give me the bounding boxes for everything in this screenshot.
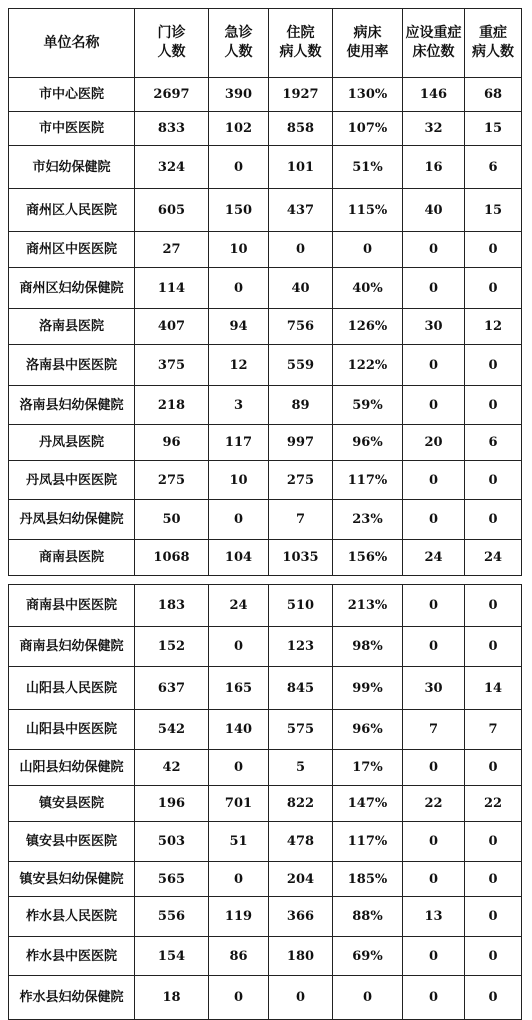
- value-cell: 0: [403, 585, 465, 627]
- value-cell: 275: [135, 461, 209, 500]
- value-cell: 605: [135, 189, 209, 232]
- unit-name-cell: 丹凤县妇幼保健院: [9, 500, 135, 540]
- value-cell: 375: [135, 345, 209, 386]
- unit-name-cell: 商州区中医医院: [9, 232, 135, 268]
- value-cell: 0: [209, 976, 269, 1020]
- value-cell: 0: [465, 345, 522, 386]
- table-row: [9, 461, 522, 500]
- value-cell: 130%: [333, 78, 403, 112]
- value-cell: 478: [269, 822, 333, 862]
- value-cell: 6: [465, 146, 522, 189]
- value-cell: 1035: [269, 540, 333, 576]
- value-cell: 0: [209, 750, 269, 786]
- value-cell: 637: [135, 667, 209, 710]
- value-cell: 0: [465, 627, 522, 667]
- value-cell: 18: [135, 976, 209, 1020]
- value-cell: 0: [465, 461, 522, 500]
- value-cell: 0: [465, 268, 522, 309]
- value-cell: 196: [135, 786, 209, 822]
- unit-name-cell: 市妇幼保健院: [9, 146, 135, 189]
- unit-name-cell: 柞水县中医医院: [9, 937, 135, 976]
- unit-name-cell: 柞水县妇幼保健院: [9, 976, 135, 1020]
- value-cell: 15: [465, 189, 522, 232]
- value-cell: 0: [403, 232, 465, 268]
- value-cell: 86: [209, 937, 269, 976]
- value-cell: 0: [465, 386, 522, 425]
- value-cell: 22: [465, 786, 522, 822]
- table-row: [9, 976, 522, 1020]
- value-cell: 503: [135, 822, 209, 862]
- table-row: [9, 540, 522, 576]
- value-cell: 24: [209, 585, 269, 627]
- value-cell: 140: [209, 710, 269, 750]
- value-cell: 68: [465, 78, 522, 112]
- value-cell: 3: [209, 386, 269, 425]
- value-cell: 0: [403, 937, 465, 976]
- header-critical-patients: 重症 病人数: [465, 9, 522, 78]
- unit-name-cell: 商州区人民医院: [9, 189, 135, 232]
- value-cell: 213%: [333, 585, 403, 627]
- value-cell: 0: [403, 750, 465, 786]
- value-cell: 152: [135, 627, 209, 667]
- value-cell: 858: [269, 112, 333, 146]
- value-cell: 59%: [333, 386, 403, 425]
- unit-name-cell: 镇安县医院: [9, 786, 135, 822]
- table-row: [9, 268, 522, 309]
- value-cell: 0: [465, 897, 522, 937]
- value-cell: 51%: [333, 146, 403, 189]
- value-cell: 185%: [333, 862, 403, 897]
- value-cell: 115%: [333, 189, 403, 232]
- value-cell: 0: [269, 976, 333, 1020]
- unit-name-cell: 山阳县中医医院: [9, 710, 135, 750]
- value-cell: 24: [465, 540, 522, 576]
- value-cell: 0: [403, 822, 465, 862]
- value-cell: 0: [465, 750, 522, 786]
- value-cell: 14: [465, 667, 522, 710]
- header-outpatients: 门诊 人数: [135, 9, 209, 78]
- value-cell: 32: [403, 112, 465, 146]
- value-cell: 0: [403, 976, 465, 1020]
- value-cell: 40: [269, 268, 333, 309]
- value-cell: 0: [465, 937, 522, 976]
- value-cell: 99%: [333, 667, 403, 710]
- value-cell: 0: [209, 268, 269, 309]
- value-cell: 165: [209, 667, 269, 710]
- table-row: [9, 232, 522, 268]
- value-cell: 104: [209, 540, 269, 576]
- value-cell: 150: [209, 189, 269, 232]
- unit-name-cell: 镇安县妇幼保健院: [9, 862, 135, 897]
- table-row: [9, 897, 522, 937]
- header-row: [9, 9, 522, 78]
- value-cell: 42: [135, 750, 209, 786]
- table-row: [9, 750, 522, 786]
- value-cell: 123: [269, 627, 333, 667]
- value-cell: 0: [465, 976, 522, 1020]
- value-cell: 23%: [333, 500, 403, 540]
- unit-name-cell: 商南县中医医院: [9, 585, 135, 627]
- value-cell: 0: [403, 461, 465, 500]
- hospital-stats-table-part1: [8, 8, 522, 576]
- value-cell: 510: [269, 585, 333, 627]
- value-cell: 147%: [333, 786, 403, 822]
- value-cell: 96: [135, 425, 209, 461]
- value-cell: 559: [269, 345, 333, 386]
- value-cell: 275: [269, 461, 333, 500]
- value-cell: 96%: [333, 425, 403, 461]
- value-cell: 0: [269, 232, 333, 268]
- value-cell: 24: [403, 540, 465, 576]
- value-cell: 10: [209, 232, 269, 268]
- value-cell: 556: [135, 897, 209, 937]
- value-cell: 30: [403, 309, 465, 345]
- value-cell: 7: [465, 710, 522, 750]
- value-cell: 183: [135, 585, 209, 627]
- value-cell: 565: [135, 862, 209, 897]
- value-cell: 407: [135, 309, 209, 345]
- hospital-stats-table-part2: [8, 584, 522, 1020]
- value-cell: 22: [403, 786, 465, 822]
- unit-name-cell: 市中心医院: [9, 78, 135, 112]
- value-cell: 575: [269, 710, 333, 750]
- value-cell: 0: [333, 976, 403, 1020]
- value-cell: 117%: [333, 461, 403, 500]
- value-cell: 2697: [135, 78, 209, 112]
- value-cell: 180: [269, 937, 333, 976]
- table-row: [9, 425, 522, 461]
- table-row: [9, 667, 522, 710]
- value-cell: 117: [209, 425, 269, 461]
- value-cell: 114: [135, 268, 209, 309]
- value-cell: 218: [135, 386, 209, 425]
- header-bed-usage: 病床 使用率: [333, 9, 403, 78]
- value-cell: 7: [269, 500, 333, 540]
- value-cell: 126%: [333, 309, 403, 345]
- unit-name-cell: 山阳县妇幼保健院: [9, 750, 135, 786]
- value-cell: 119: [209, 897, 269, 937]
- value-cell: 12: [465, 309, 522, 345]
- value-cell: 0: [209, 500, 269, 540]
- value-cell: 40%: [333, 268, 403, 309]
- value-cell: 17%: [333, 750, 403, 786]
- value-cell: 16: [403, 146, 465, 189]
- value-cell: 30: [403, 667, 465, 710]
- value-cell: 204: [269, 862, 333, 897]
- value-cell: 1927: [269, 78, 333, 112]
- unit-name-cell: 丹凤县医院: [9, 425, 135, 461]
- unit-name-cell: 山阳县人民医院: [9, 667, 135, 710]
- value-cell: 101: [269, 146, 333, 189]
- value-cell: 0: [465, 232, 522, 268]
- table-row: [9, 585, 522, 627]
- value-cell: 51: [209, 822, 269, 862]
- value-cell: 156%: [333, 540, 403, 576]
- value-cell: 20: [403, 425, 465, 461]
- unit-name-cell: 商南县医院: [9, 540, 135, 576]
- value-cell: 50: [135, 500, 209, 540]
- value-cell: 102: [209, 112, 269, 146]
- header-unit-name: 单位名称: [9, 9, 135, 78]
- value-cell: 0: [465, 862, 522, 897]
- value-cell: 0: [465, 585, 522, 627]
- value-cell: 0: [403, 862, 465, 897]
- value-cell: 69%: [333, 937, 403, 976]
- unit-name-cell: 商州区妇幼保健院: [9, 268, 135, 309]
- value-cell: 0: [403, 627, 465, 667]
- table-row: [9, 386, 522, 425]
- header-inpatients: 住院 病人数: [269, 9, 333, 78]
- value-cell: 0: [333, 232, 403, 268]
- unit-name-cell: 洛南县中医医院: [9, 345, 135, 386]
- header-icu-beds: 应设重症 床位数: [403, 9, 465, 78]
- unit-name-cell: 洛南县妇幼保健院: [9, 386, 135, 425]
- value-cell: 96%: [333, 710, 403, 750]
- value-cell: 324: [135, 146, 209, 189]
- value-cell: 5: [269, 750, 333, 786]
- unit-name-cell: 镇安县中医医院: [9, 822, 135, 862]
- unit-name-cell: 洛南县医院: [9, 309, 135, 345]
- value-cell: 6: [465, 425, 522, 461]
- value-cell: 437: [269, 189, 333, 232]
- value-cell: 122%: [333, 345, 403, 386]
- value-cell: 15: [465, 112, 522, 146]
- table-row: [9, 822, 522, 862]
- value-cell: 7: [403, 710, 465, 750]
- value-cell: 146: [403, 78, 465, 112]
- value-cell: 390: [209, 78, 269, 112]
- unit-name-cell: 市中医医院: [9, 112, 135, 146]
- value-cell: 88%: [333, 897, 403, 937]
- unit-name-cell: 柞水县人民医院: [9, 897, 135, 937]
- value-cell: 0: [209, 627, 269, 667]
- value-cell: 845: [269, 667, 333, 710]
- value-cell: 0: [209, 146, 269, 189]
- table-row: [9, 627, 522, 667]
- value-cell: 12: [209, 345, 269, 386]
- table-row: [9, 937, 522, 976]
- value-cell: 701: [209, 786, 269, 822]
- unit-name-cell: 商南县妇幼保健院: [9, 627, 135, 667]
- value-cell: 542: [135, 710, 209, 750]
- value-cell: 997: [269, 425, 333, 461]
- unit-name-cell: 丹凤县中医医院: [9, 461, 135, 500]
- value-cell: 756: [269, 309, 333, 345]
- value-cell: 98%: [333, 627, 403, 667]
- value-cell: 833: [135, 112, 209, 146]
- table-row: [9, 710, 522, 750]
- value-cell: 13: [403, 897, 465, 937]
- table-row: [9, 500, 522, 540]
- value-cell: 154: [135, 937, 209, 976]
- value-cell: 822: [269, 786, 333, 822]
- header-emergency: 急诊 人数: [209, 9, 269, 78]
- table-row: [9, 345, 522, 386]
- value-cell: 1068: [135, 540, 209, 576]
- value-cell: 0: [209, 862, 269, 897]
- value-cell: 27: [135, 232, 209, 268]
- table-row: [9, 112, 522, 146]
- value-cell: 0: [403, 386, 465, 425]
- value-cell: 94: [209, 309, 269, 345]
- table-row: [9, 78, 522, 112]
- value-cell: 0: [465, 500, 522, 540]
- table-row: [9, 309, 522, 345]
- value-cell: 107%: [333, 112, 403, 146]
- value-cell: 0: [403, 268, 465, 309]
- value-cell: 89: [269, 386, 333, 425]
- value-cell: 10: [209, 461, 269, 500]
- value-cell: 0: [403, 500, 465, 540]
- table-row: [9, 786, 522, 822]
- value-cell: 366: [269, 897, 333, 937]
- table-row: [9, 189, 522, 232]
- table-row: [9, 146, 522, 189]
- value-cell: 117%: [333, 822, 403, 862]
- value-cell: 0: [465, 822, 522, 862]
- value-cell: 0: [403, 345, 465, 386]
- table-row: [9, 862, 522, 897]
- value-cell: 40: [403, 189, 465, 232]
